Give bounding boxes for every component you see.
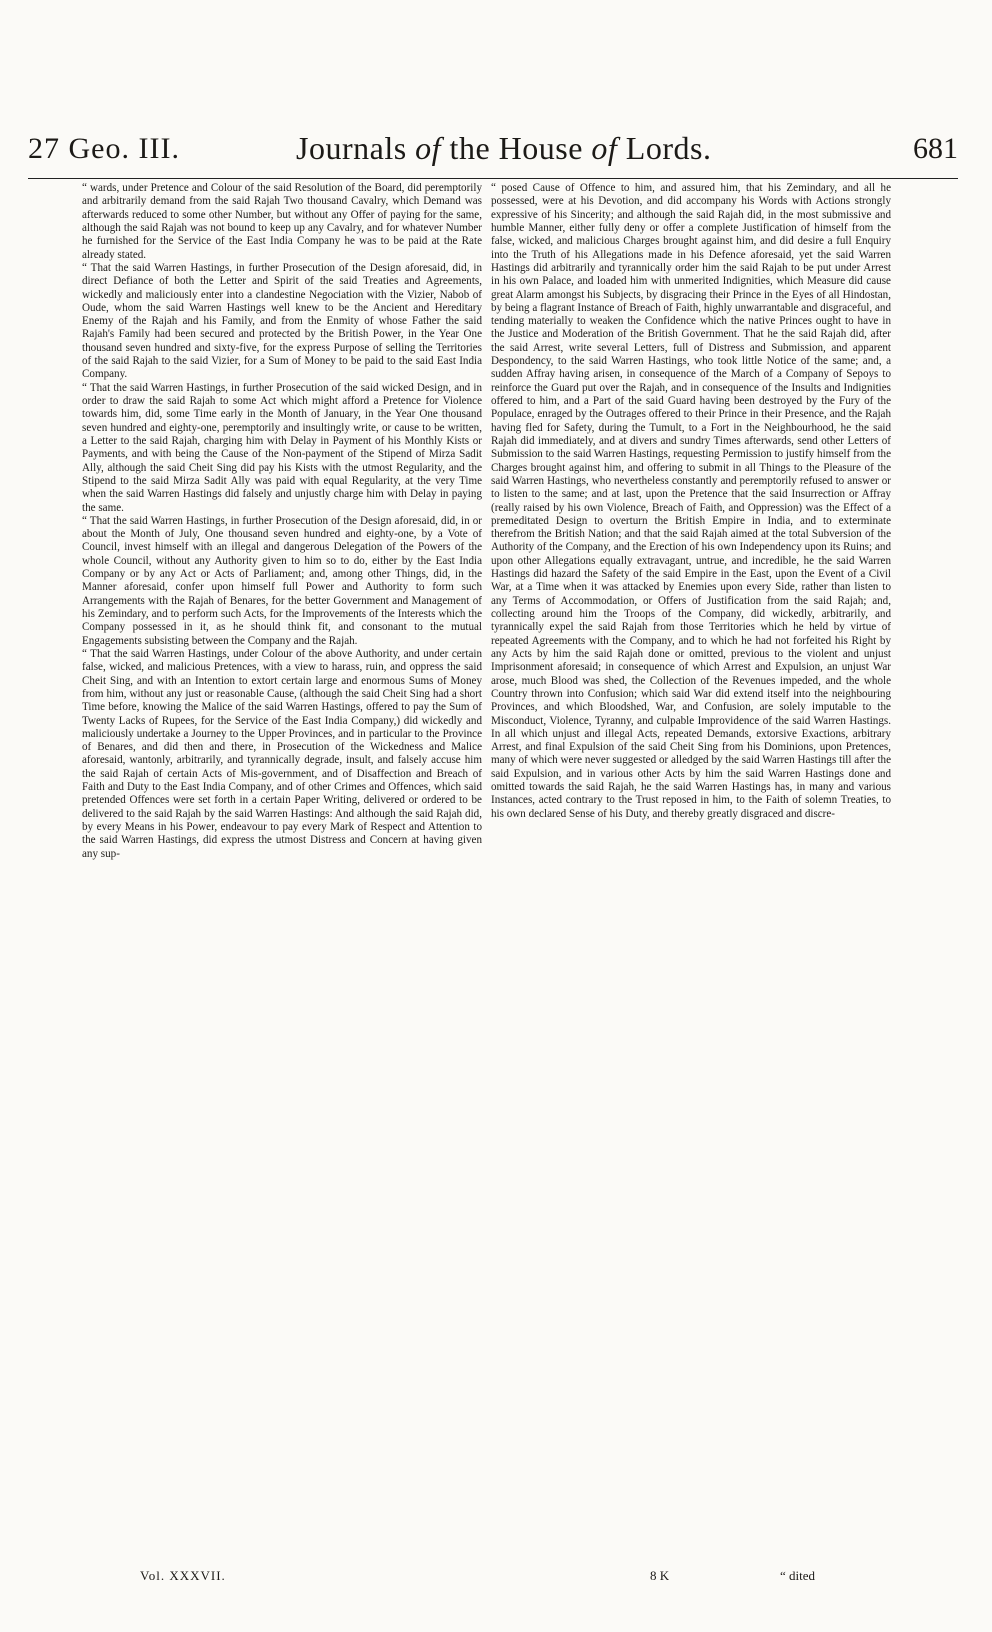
journal-title-house: the House — [449, 130, 583, 166]
journal-title-lords: Lords. — [625, 130, 712, 166]
paragraph: “ That the said Warren Hastings, in further Prosecution of the Design aforesaid, did, in direct Defiance of both the Letter and Spirit of the said Treaties and Agreements, wickedly and maliciously enter into a clandestine Negociation with the Vizier, Nabob of Oude, whom the said Warren Hastings well knew to be the Ancient and Hereditary Enemy of the Rajah and his Family, and from the Enmity of whose Father the said Rajah's Family had been secured and protected by the British Power, in the Year One thousand seven hundred and sixty-five, for the express Purpose of selling the Territories of the said Rajah to the said Vizier, for a Sum of Money to be paid to the said East India Company. — [82, 261, 482, 381]
paragraph: “ wards, under Pretence and Colour of the said Resolution of the Board, did peremptorily and arbitrarily demand from the said Rajah Two thousand Cavalry, which Demand was afterwards reduced to some other Number, but without any Offer of paying for the same, although the said Rajah was not bound to keep up any Cavalry, and for whatever Number he furnished for the Service of the East India Company he was to be paid at the Rate already stated. — [82, 182, 482, 261]
volume-number: Vol. XXXVII. — [140, 1568, 226, 1583]
paragraph: “ posed Cause of Offence to him, and assured him, that his Zemindary, and all he possessed, were at his Devotion, and did accompany his Words with Actions strongly expressive of his Sincerity; and although the said Rajah did, in the most submissive and humble Manner, either fully deny or offer a complete Justification of himself from the false, wicked, and malicious Charges brought against him, and did desire a full Enquiry into the Truth of his Allegations made in his Defence aforesaid, yet the said Warren Hastings did arbitrarily and tyrannically order him the said Rajah to be put under Arrest in his own Palace, and loaded him with unmerited Indignities, which Measure did cause great Alarm amongst his Subjects, by disgracing their Prince in the Eyes of all Hindostan, by being a flagrant Instance of Breach of Faith, highly unwarrantable and disgraceful, and tending materially to weaken the Confidence which the native Princes ought to have in the Justice and Moderation of the British Government. That he the said Rajah did, after the said Arrest, write several Letters, full of Distress and Submission, and apparent Despondency, to the said Warren Hastings, who took little Notice of the same; and, a sudden Affray having arisen, in consequence of the March of a Company of Sepoys to reinforce the Guard put over the Rajah, and in consequence of the Insults and Indignities offered to him, and a Part of the said Guard having been destroyed by the Fury of the Populace, enraged by the Outrages offered to their Prince in their Presence, and the Rajah having fled for Safety, during the Tumult, to a Fort in the Neighbourhood, he the said Rajah did immediately, and at divers and sundry Times afterwards, send other Letters of Submission to the said Warren Hastings, requesting Permission to justify himself from the Charges brought against him, and offering to submit in all Things to the Pleasure of the said Warren Hastings, who nevertheless constantly and peremptorily refused to answer or to listen to the same; and at last, upon the Pretence that the said Insurrection or Affray (really raised by his own Violence, Breach of Faith, and Oppression) was the Effect of a premeditated Design to overturn the British Empire in India, and to exterminate therefrom the British Nation; and that the said Rajah aimed at the total Subversion of the Authority of the Company, and the Erection of his own Independency upon its Ruins; and upon other Allegations equally extravagant, untrue, and incredible, he the said Warren Hastings did hazard the Safety of the said Empire in the East, upon the Event of a Civil War, at a Time when it was attacked by Enemies upon every Side, rather than listen to any Terms of Accommodation, or Offers of Justification from the said Rajah; and, collecting around him the Troops of the Company, did wickedly, arbitrarily, and tyrannically expel the said Rajah from those Territories which he held by virtue of repeated Agreements with the Company, and to which he had not forfeited his Right by any Acts by him the said Rajah done or omitted, previous to the violent and unjust Imprisonment aforesaid; in consequence of which Arrest and Expulsion, an unjust War arose, much Blood was shed, the Collection of the Revenues impeded, and the whole Country thrown into Confusion; which said War did extend itself into the neighbouring Provinces, and which Bloodshed, War, and Confusion, are solely imputable to the Misconduct, Violence, Tyranny, and culpable Improvidence of the said Warren Hastings. In all which unjust and illegal Acts, repeated Demands, extorsive Exactions, arbitrary Arrest, and final Expulsion of the said Cheit Sing from his Dominions, upon Pretences, many of which were never suggested or alledged by the said Warren Hastings till after the said Expulsion, and in various other Acts by him the said Warren Hastings done and omitted towards the said Rajah, he the said Warren Hastings has, in many and various Instances, acted contrary to the Trust reposed in him, to the Faith of solemn Treaties, to his own declared Sense of his Duty, and thereby greatly disgraced and discre- — [491, 182, 891, 820]
regnal-year: 27 Geo. III. — [28, 132, 180, 165]
page-number: 681 — [913, 132, 958, 165]
journal-title — [296, 130, 711, 167]
paragraph: “ That the said Warren Hastings, under Colour of the above Authority, and under certain false, wicked, and malicious Pretences, with a view to harass, ruin, and oppress the said Cheit Sing, and with an Intention to extort certain large and enormous Sums of Money from him, without any just or reasonable Cause, (although the said Cheit Sing had a short Time before, knowing the Malice of the said Warren Hastings, offered to pay the Sum of Twenty Lacks of Rupees, for the Service of the East India Company,) did wickedly and maliciously undertake a Journey to the Upper Provinces, and in particular to the Province of Benares, and did then and there, in Prosecution of the Wickedness and Malice aforesaid, wantonly, arbitrarily, and tyrannically degrade, insult, and falsely accuse him the said Rajah of certain Acts of Mis-government, and of Disaffection and Breach of Faith and Duty to the East India Company, and of other Crimes and Offences, which said pretended Offences were set forth in a certain Paper Writing, delivered or ordered to be delivered to the said Rajah by the said Warren Hastings: And although the said Rajah did, by every Means in his Power, endeavour to pay every Mark of Respect and Attention to the said Warren Hastings, did express the utmost Distress and Concern at having given any sup- — [82, 647, 482, 860]
journal-title-of2: of — [591, 130, 618, 166]
paragraph: “ That the said Warren Hastings, in further Prosecution of the Design aforesaid, did, in or about the Month of July, One thousand seven hundred and eighty-one, by a Vote of Council, invest himself with an illegal and dangerous Delegation of the Powers of the whole Council, without any Authority given to him so to do, either by the East India Company or by any Act or Acts of Parliament; and, among other Things, did, in the Manner aforesaid, confer upon himself full Power and Authority to form such Arrangements with the Rajah of Benares, for the better Government and Management of his Zemindary, and to perform such Acts, for the Improvements of the Interests which the Company possessed in it, as he should think fit, and consonant to the mutual Engagements subsisting between the Company and the Rajah. — [82, 514, 482, 647]
running-header — [28, 128, 958, 179]
journal-title-of: of — [415, 130, 442, 166]
signature-mark: 8 K — [650, 1568, 670, 1583]
catchword: “ dited — [780, 1568, 816, 1583]
left-column — [82, 182, 482, 1562]
paragraph: “ That the said Warren Hastings, in further Prosecution of the said wicked Design, and in order to draw the said Rajah to some Act which might afford a Pretence for Violence towards him, did, some Time early in the Month of January, in the Year One thousand seven hundred and eighty-one, peremptorily and insultingly write, or cause to be written, a Letter to the said Rajah, charging him with Delay in Payment of his Monthly Kists or Payments, and with being the Cause of the Non-payment of the Stipend of Mirza Sadit Ally, although the said Cheit Sing did pay his Kists with the utmost Regularity, and the Stipend to the said Mirza Sadit Ally was paid with equal Regularity, at the very Time when the said Warren Hastings did falsely and unjustly charge him with Delay in paying the same. — [82, 381, 482, 514]
journal-title-word: Journals — [296, 130, 407, 166]
right-column — [491, 182, 891, 1562]
